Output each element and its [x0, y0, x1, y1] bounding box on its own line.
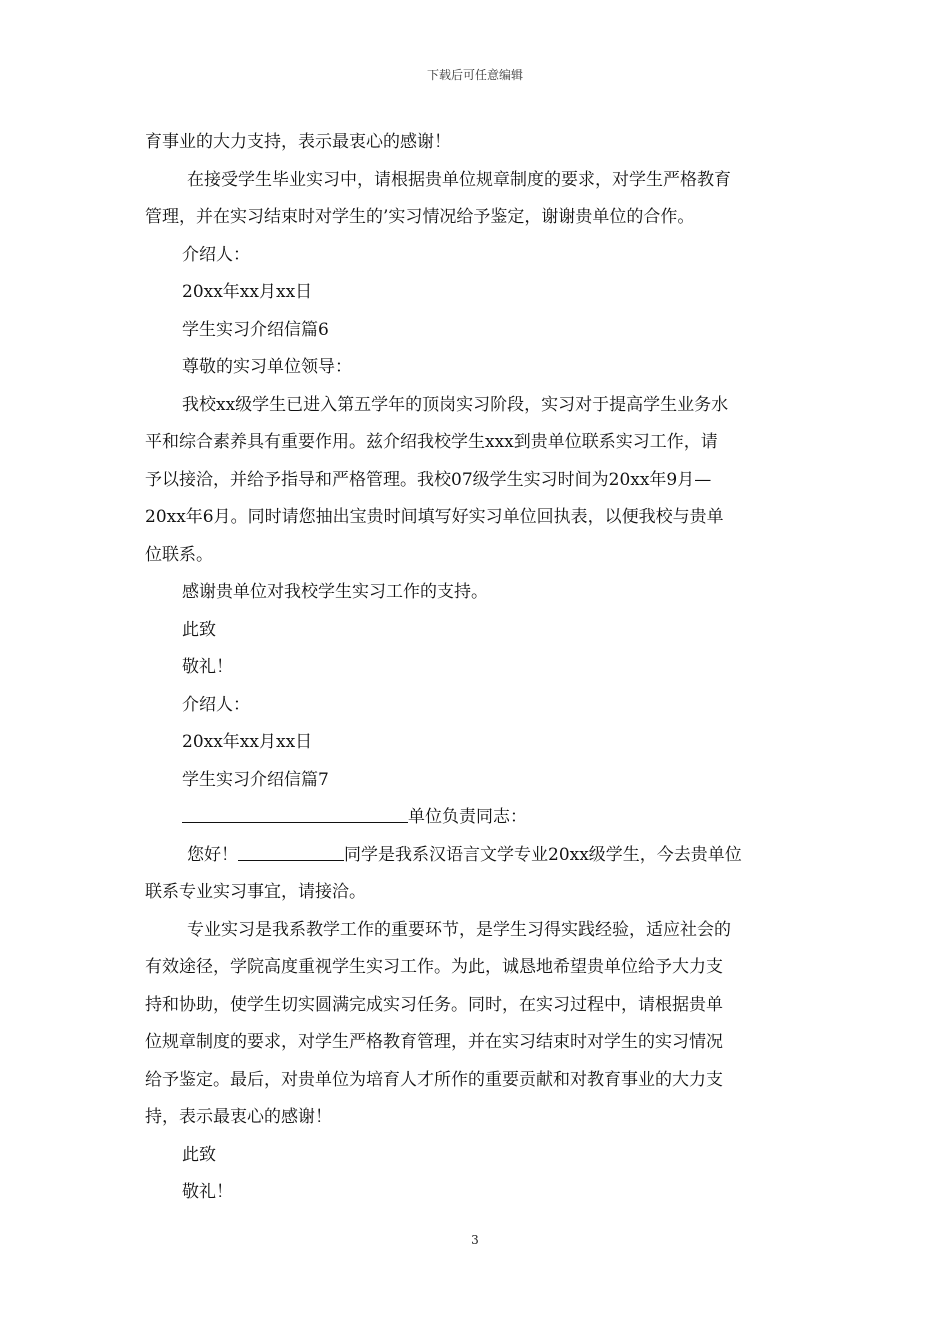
greeting: 您好！	[187, 844, 238, 865]
paragraph-line	[145, 837, 807, 875]
closing-line: 敬礼！	[182, 657, 233, 677]
paragraph-line: 联系专业实习事宜，请接洽。	[145, 882, 366, 902]
paragraph-line: 有效途径，学院高度重视学生实习工作。为此，诚恳地希望贵单位给予大力支	[145, 957, 723, 977]
date-line: 20xx年xx月xx日	[182, 282, 313, 302]
paragraph-line: 管理，并在实习结束时对学生的’实习情况给予鉴定，谢谢贵单位的合作。	[145, 207, 695, 227]
closing-line: 此致	[182, 1144, 216, 1165]
closing-line: 敬礼！	[182, 1182, 233, 1202]
salutation: 尊敬的实习单位领导：	[182, 357, 352, 377]
paragraph-line: 持，表示最衷心的感谢！	[145, 1107, 332, 1127]
paragraph-line: 平和综合素养具有重要作用。兹介绍我校学生xxx到贵单位联系实习工作，请	[145, 432, 718, 452]
paragraph-line: 位规章制度的要求，对学生严格教育管理，并在实习结束时对学生的实习情况	[145, 1032, 723, 1052]
closing-line: 此致	[182, 619, 216, 640]
signer-label: 介绍人：	[182, 694, 250, 715]
page-header: 下载后可任意编辑	[426, 68, 523, 82]
salutation-line	[145, 799, 807, 837]
date-line: 20xx年xx月xx日	[182, 732, 313, 752]
paragraph-line: 在接受学生毕业实习中，请根据贵单位规章制度的要求，对学生严格教育	[187, 169, 731, 190]
signer-label: 介绍人：	[182, 244, 250, 265]
page-number: 3	[471, 1233, 479, 1247]
paragraph-line: 感谢贵单位对我校学生实习工作的支持。	[182, 582, 488, 602]
section-title: 学生实习介绍信篇7	[182, 769, 329, 790]
paragraph-line: 我校xx级学生已进入第五学年的顶岗实习阶段，实习对于提高学生业务水	[182, 394, 729, 415]
document-body	[145, 124, 807, 1212]
paragraph-line: 育事业的大力支持，表示最衷心的感谢！	[145, 132, 451, 152]
paragraph-line: 专业实习是我系教学工作的重要环节，是学生习得实践经验，适应社会的	[187, 919, 731, 940]
fill-in-blank	[182, 806, 408, 823]
paragraph-line: 予以接洽，并给予指导和严格管理。我校07级学生实习时间为20xx年9月—	[145, 469, 712, 490]
paragraph-text: 同学是我系汉语言文学专业20xx级学生，今去贵单位	[344, 844, 742, 865]
paragraph-line: 20xx年6月。同时请您抽出宝贵时间填写好实习单位回执表，以便我校与贵单	[145, 507, 724, 527]
paragraph-line: 位联系。	[145, 544, 213, 565]
salutation: 单位负责同志：	[408, 807, 527, 827]
section-title: 学生实习介绍信篇6	[182, 319, 329, 340]
paragraph-line: 持和协助，使学生切实圆满完成实习任务。同时，在实习过程中，请根据贵单	[145, 994, 723, 1015]
fill-in-blank	[238, 844, 344, 861]
paragraph-line: 给予鉴定。最后，对贵单位为培育人才所作的重要贡献和对教育事业的大力支	[145, 1069, 723, 1090]
